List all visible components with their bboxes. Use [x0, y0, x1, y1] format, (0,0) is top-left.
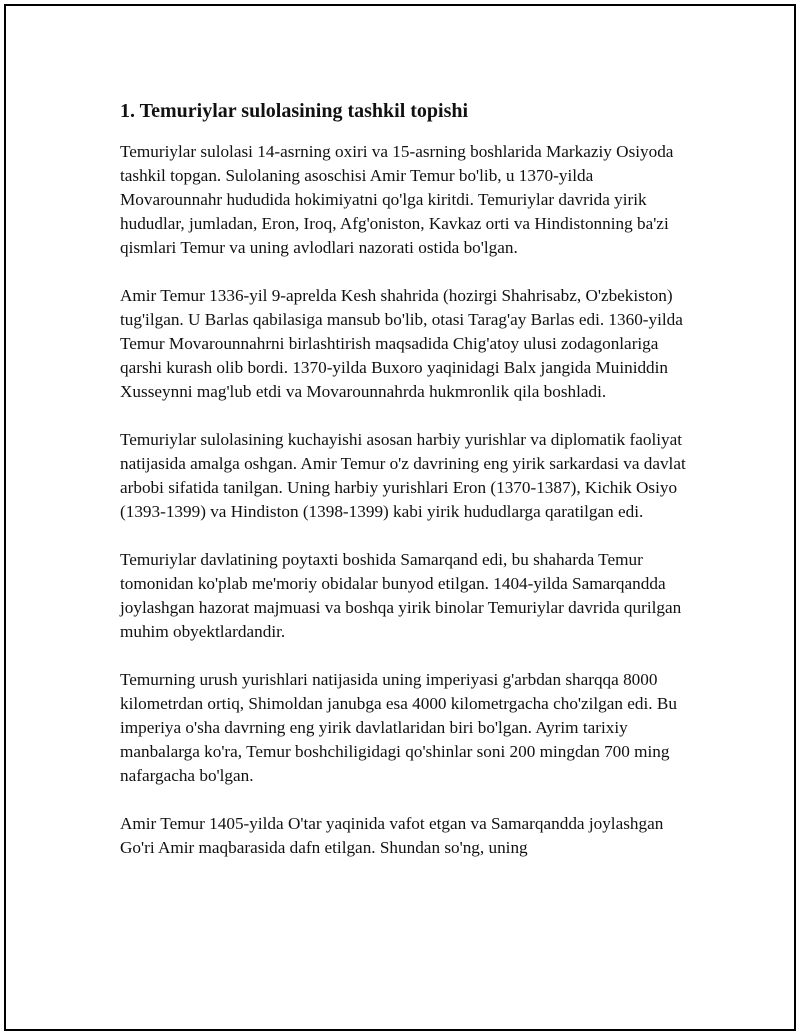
paragraph-3: Temuriylar sulolasining kuchayishi asosan harbiy yurishlar va diplomatik faoliyat natijasida amalga oshgan. Amir Temur o'z davrining eng yirik sarkardasi va davlat arbobi sifatida tanilgan. Uning harbiy yurishlari Eron (1370-1387), Kichik Osiyo (1393-1399) va Hindiston (1398-1399) kabi yirik hududlarga qaratilgan edi. — [120, 430, 686, 521]
section-heading: 1. Temuriylar sulolasining tashkil topishi — [120, 100, 469, 122]
document-page — [4, 4, 796, 1031]
document-body — [120, 98, 692, 884]
paragraph-2: Amir Temur 1336-yil 9-aprelda Kesh shahrida (hozirgi Shahrisabz, O'zbekiston) tug'ilgan. U Barlas qabilasiga mansub bo'lib, otasi Tarag'ay Barlas edi. 1360-yilda Temur Movarounnahrni birlashtirish maqsadida Chig'atoy ulusi zodagonlariga qarshi kurash olib bordi. 1370-yilda Buxoro yaqinidagi Balx jangida Muiniddin Xusseynni mag'lub etdi va Movarounnahrda hukmronlik qila boshladi. — [120, 286, 683, 401]
paragraph-1: Temuriylar sulolasi 14-asrning oxiri va 15-asrning boshlarida Markaziy Osiyoda tashkil topgan. Sulolaning asoschisi Amir Temur bo'lib, u 1370-yilda Movarounnahr hududida hokimiyatni qo'lga kiritdi. Temuriylar davrida yirik hududlar, jumladan, Eron, Iroq, Afg'oniston, Kavkaz orti va Hindistonning ba'zi qismlari Temur va uning avlodlari nazorati ostida bo'lgan. — [120, 142, 674, 257]
paragraph-5: Temurning urush yurishlari natijasida uning imperiyasi g'arbdan sharqqa 8000 kilometrdan ortiq, Shimoldan janubga esa 4000 kilometrgacha cho'zilgan edi. Bu imperiya o'sha davrning eng yirik davlatlaridan biri bo'lgan. Ayrim tarixiy manbalarga ko'ra, Temur boshchiligidagi qo'shinlar soni 200 mingdan 700 ming nafargacha bo'lgan. — [120, 670, 677, 785]
paragraph-6: Amir Temur 1405-yilda O'tar yaqinida vafot etgan va Samarqandda joylashgan Go'ri Amir maqbarasida dafn etilgan. Shundan so'ng, uning — [120, 814, 664, 857]
paragraph-4: Temuriylar davlatining poytaxti boshida Samarqand edi, bu shaharda Temur tomonidan ko'plab me'moriy obidalar bunyod etilgan. 1404-yilda Samarqandda joylashgan hazorat majmuasi va boshqa yirik binolar Temuriylar davrida qurilgan muhim obyektlardandir. — [120, 550, 682, 641]
